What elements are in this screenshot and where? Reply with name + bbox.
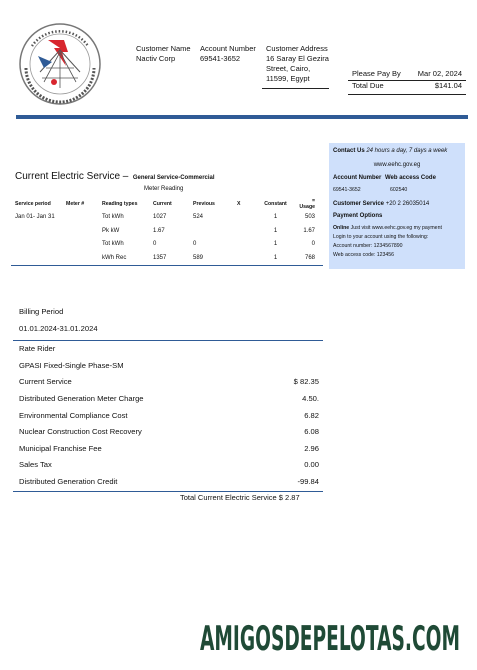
customer-service-label: Customer Service [333,201,385,207]
payment-options-label: Payment Options [333,213,383,219]
table-cell: 0 [311,241,315,248]
table-cell: 589 [193,254,204,261]
address-line-3: 11599, Egypt [266,74,310,83]
service-title: Current Electric Service – [15,171,129,182]
total-due-amount: $141.04 [434,81,462,90]
line-item-amount: 4.50. [302,393,319,403]
table-cell: 1 [273,227,278,234]
total-due-label: Total Due [352,81,384,90]
meter-reading-label: Meter Reading [144,186,184,192]
table-cell [66,251,102,265]
column-header: Meter # [66,200,85,207]
table-cell [66,224,102,238]
table-row [15,224,315,238]
payment-summary [348,68,466,92]
column-header: Current [153,200,172,207]
contact-account-number: 69541-3652 [333,187,361,193]
address-line-1: 16 Saray El Gezira [266,54,329,63]
line-item-amount: 2.96 [304,443,319,453]
table-cell: 1 [273,241,278,248]
contact-hours: 24 hours a day, 7 days a week [366,148,448,154]
line-item [13,440,323,457]
rate-value-row [13,357,323,374]
customer-name-label: Customer Name [136,44,191,53]
meter-table-header [15,197,315,211]
payment-divider-bottom [348,94,466,95]
address-line-2: Street, Cairo, [266,64,311,73]
line-item-label: Current Service [19,377,72,387]
pay-by-label: Please Pay By [352,69,401,78]
login-instructions: Login to your account using the following: [333,234,429,240]
table-cell: 1027 [153,214,167,221]
billing-period-label-row [13,303,323,320]
service-heading [15,166,215,184]
billing-period-value-row [13,320,323,337]
total-current-service: Total Current Electric Service $ 2.87 [180,493,300,502]
service-subtitle: General Service-Commercial [132,175,215,181]
line-item-amount: $ 82.35 [293,377,319,387]
table-cell: 1 [273,214,278,221]
table-row [15,238,315,252]
table-cell: 1.67 [153,227,165,234]
column-header: = Usage [299,197,315,210]
table-cell [15,251,66,265]
pay-by-row [348,68,466,80]
account-number-header: Account Number [333,175,382,181]
contact-web-access-code: 602540 [390,187,408,193]
account-number-block [200,44,262,64]
customer-name-block [136,44,198,64]
pay-by-date: Mar 02, 2024 [417,69,462,78]
online-line [333,225,442,232]
table-cell: Tot kWh [102,241,124,248]
table-cell: 1 [273,254,278,261]
rate-value: GPASI Fixed-Single Phase-SM [19,360,124,370]
line-item-label: Distributed Generation Credit [19,476,118,486]
line-item-label: Municipal Franchise Fee [19,443,102,453]
online-text: Just visit www.eehc.gov.eg my payment [350,225,442,231]
contact-panel [329,143,465,269]
online-label: Online [333,225,350,231]
line-item [13,373,323,390]
account-number: 69541-3652 [200,54,241,63]
table-cell [237,251,256,265]
billing-period-label: Billing Period [19,307,64,316]
column-header: Previous [193,200,215,207]
account-number-label: Account Number [200,44,256,53]
line-item [13,473,323,490]
table-cell: 1.67 [303,227,315,234]
table-cell: 0 [153,241,157,248]
address-divider [262,88,329,89]
table-cell [15,224,66,238]
line-item [13,456,323,473]
watermark [198,616,462,656]
column-header: Reading types [102,200,138,207]
contact-us-label: Contact Us [333,148,365,154]
customer-address-label: Customer Address [266,44,328,53]
contact-website[interactable]: www.eehc.gov.eg [373,162,421,168]
line-item-amount: -99.84 [297,476,319,486]
table-cell [237,238,256,252]
line-item-label: Environmental Compliance Cost [19,410,128,420]
table-cell [66,238,102,252]
table-cell: Jan 01- Jan 31 [15,214,55,221]
table-row [15,211,315,225]
table-cell: 768 [304,254,315,261]
column-header: Service period [15,200,51,207]
customer-service-line [333,200,429,208]
line-item [13,390,323,407]
customer-service-phone: +20 2 26035014 [385,201,430,207]
table-row [15,251,315,265]
line-item-label: Nuclear Construction Cost Recovery [19,427,142,437]
table-cell [66,211,102,225]
watermark-text: AMIGOSDEPELOTAS.COM [200,619,460,656]
line-item-label: Distributed Generation Meter Charge [19,393,144,403]
table-cell: 524 [193,214,204,221]
column-header: Constant [264,200,287,207]
table-cell: Pk kW [102,227,120,234]
table-cell: 0 [193,241,197,248]
web-access-header: Web access Code [385,175,436,181]
company-logo [18,22,102,106]
table-cell [15,238,66,252]
customer-address-block [266,44,338,84]
table-cell: 503 [304,214,315,221]
line-item-amount: 0.00 [304,460,319,470]
column-header: X [237,200,241,207]
billing-section [13,303,323,490]
login-web-access-code: Web access code: 123456 [333,252,395,258]
meter-table-divider [11,265,323,266]
contact-us-line [333,147,447,155]
header-divider-band [16,115,468,119]
table-cell: Tot kWh [102,214,124,221]
line-item [13,407,323,424]
customer-name: Nactiv Corp [136,54,176,63]
billing-period-value: 01.01.2024-31.01.2024 [19,323,98,333]
table-cell [237,211,256,225]
table-cell: 1357 [153,254,167,261]
login-account-number: Account number: 1234567890 [333,243,403,249]
rate-rider-row [13,340,323,357]
total-due-row [348,80,466,92]
line-item-amount: 6.08 [304,427,319,437]
line-item-label: Sales Tax [19,460,52,470]
table-cell [193,224,237,238]
billing-items-divider [13,491,323,492]
line-item-amount: 6.82 [304,410,319,420]
table-cell [237,224,256,238]
table-cell: kWh Rec [102,254,127,261]
payment-divider-top [348,80,466,81]
meter-table [15,197,315,265]
line-item [13,423,323,440]
rate-rider-label: Rate Rider [19,344,56,354]
